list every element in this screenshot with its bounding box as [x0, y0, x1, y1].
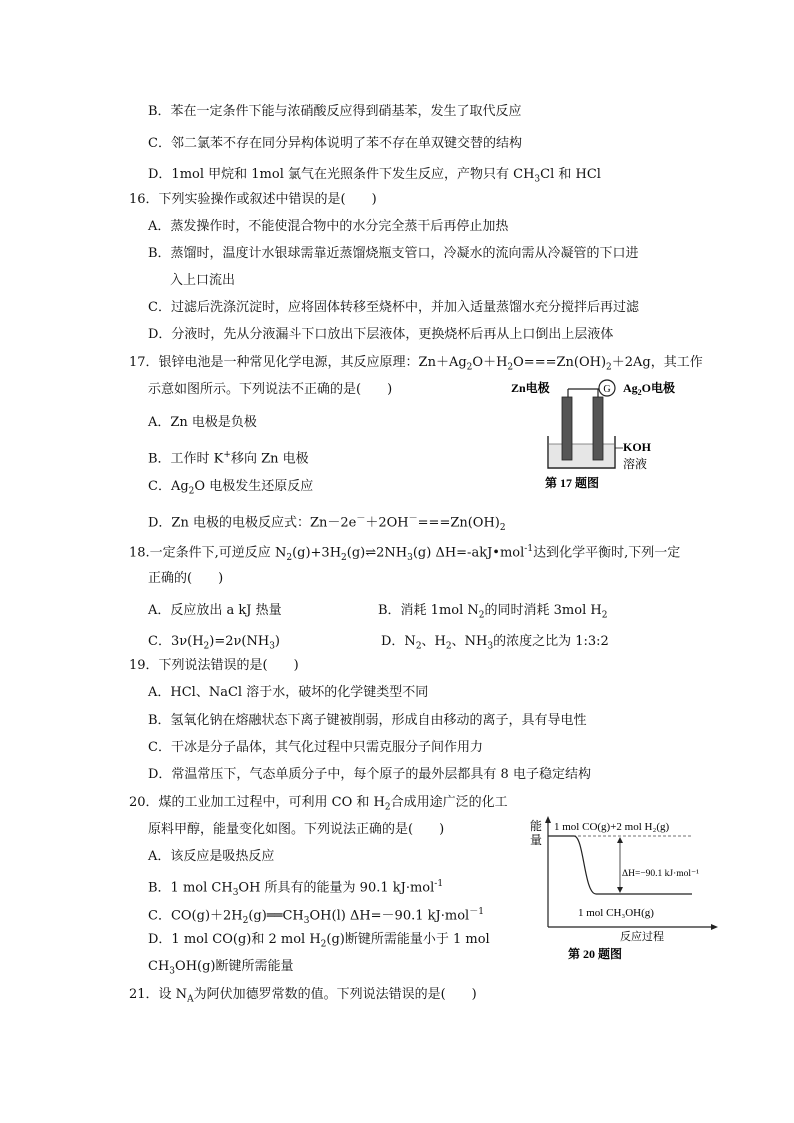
galvanic-cell-figure — [505, 374, 676, 494]
question-20: 20．煤的工业加工过程中，可利用 CO 和 $H_2$合成用途广泛的化工 — [129, 795, 508, 813]
koh-label: KOH — [623, 440, 652, 454]
figure-17-caption: 第 17 题图 — [545, 476, 600, 490]
option-c-15: C．邻二氯苯不存在同分异构体说明了苯不存在单双键交替的结构 — [148, 136, 522, 151]
option-c-20: C．$CO(g)+2H_2(g)══CH_3OH(l)$ ΔH=－90.1 kJ·mol$^{-1}$ — [148, 907, 484, 926]
galvanometer-label: G — [603, 384, 611, 395]
option-d-20: D．1 mol CO(g)和 2 mol $H_2(g)$断键所需能量小于 1 mol — [148, 932, 490, 950]
question-19: 19．下列说法错误的是( ) — [129, 658, 299, 673]
option-d-16: D．分液时，先从分液漏斗下口放出下层液体，更换烧杯后再从上口倒出上层液体 — [148, 327, 614, 342]
option-c-18: C．$3\nu(H_2)=2\nu(NH_3)$ — [148, 634, 280, 652]
option-c-16: C．过滤后洗涤沉淀时，应将固体转移至烧杯中，并加入适量蒸馏水充分搅拌后再过滤 — [148, 300, 639, 315]
option-a-16: A．蒸发操作时，不能使混合物中的水分完全蒸干后再停止加热 — [148, 219, 509, 234]
option-b-19: B．氢氧化钠在熔融状态下离子键被削弱，形成自由移动的离子，具有导电性 — [148, 713, 587, 728]
question-21: 21．设 $N_A$为阿伏加德罗常数的值。下列说法错误的是( ) — [129, 987, 477, 1005]
option-a-19: A．HCl、NaCl 溶于水，破坏的化学键类型不同 — [148, 685, 429, 700]
y-axis-label-1: 能 — [530, 819, 543, 833]
koh-solution — [549, 444, 614, 467]
question-18: 18.一定条件下,可逆反应 $N_2(g)+3H_2(g)\rightleftharpoons 2NH_3(g)$ ΔH=-akJ•mol$^{-1}$达到化学平衡时,下列一定 — [129, 544, 681, 563]
option-d-15: D．1mol 甲烷和 1mol 氯气在光照条件下发生反应，产物只有 $CH_3Cl$ 和 HCl — [148, 167, 601, 185]
product-label: 1 mol CH₃OH(g) — [578, 907, 654, 919]
reactant-label: 1 mol CO(g)+2 mol H₂(g) — [554, 821, 670, 833]
option-d-17: D．Zn 电极的电极反应式：$Zn-2e^-+2OH^-===Zn(OH)_2$ — [148, 514, 506, 533]
figure-20-caption: 第 20 题图 — [568, 947, 623, 961]
option-c-17: C．$Ag_2O$ 电极发生还原反应 — [148, 479, 314, 497]
option-b-20: B．1 mol $CH_3OH$ 所具有的能量为 90.1 kJ·mol$^{-1}$ — [148, 879, 444, 898]
energy-diagram-figure — [524, 812, 724, 962]
ag2o-electrode-label: $Ag_2O$电极 — [623, 381, 676, 397]
option-d-18: D．$N_2$、$H_2$、$NH_3$的浓度之比为 1:3:2 — [381, 634, 609, 652]
question-16: 16．下列实验操作或叙述中错误的是( ) — [129, 192, 377, 207]
question-17-cont: 示意如图所示。下列说法不正确的是( ) — [148, 382, 393, 397]
solution-label: 溶液 — [623, 457, 648, 471]
question-17: 17．银锌电池是一种常见化学电源，其反应原理：$Zn+Ag_2O+H_2O===Zn(OH)_2+2Ag$，其工作 — [129, 355, 703, 373]
zn-electrode — [562, 397, 572, 460]
option-d-19: D．常温常压下，气态单质分子中，每个原子的最外层都具有 8 电子稳定结构 — [148, 767, 591, 782]
x-axis-label: 反应过程 — [620, 931, 664, 943]
ag2o-electrode — [593, 397, 603, 460]
option-c-19: C．干冰是分子晶体，其气化过程中只需克服分子间作用力 — [148, 740, 483, 755]
delta-h-label: ΔH=−90.1 kJ·mol⁻¹ — [622, 869, 699, 879]
option-b-16: B．蒸馏时，温度计水银球需靠近蒸馏烧瓶支管口，冷凝水的流向需从冷凝管的下口进 — [148, 246, 639, 261]
option-b-15: B．苯在一定条件下能与浓硝酸反应得到硝基苯，发生了取代反应 — [148, 104, 522, 119]
question-18-cont: 正确的( ) — [148, 571, 224, 586]
option-a-17: A．Zn 电极是负极 — [148, 415, 257, 430]
option-d-20-cont: $CH_3OH(g)$断键所需能量 — [148, 959, 294, 977]
option-b-18: B．消耗 1mol $N_2$的同时消耗 3mol $H_2$ — [378, 603, 608, 621]
zn-electrode-label: Zn电极 — [511, 381, 550, 395]
option-a-20: A．该反应是吸热反应 — [148, 849, 275, 864]
question-20-cont: 原料甲醇，能量变化如图。下列说法正确的是( ) — [148, 822, 445, 837]
option-b-16-cont: 入上口流出 — [170, 273, 236, 288]
option-b-17: B．工作时 K+移向 Zn 电极 — [148, 450, 309, 467]
option-a-18: A．反应放出 a kJ 热量 — [148, 603, 282, 618]
y-axis-label-2: 量 — [530, 833, 543, 847]
